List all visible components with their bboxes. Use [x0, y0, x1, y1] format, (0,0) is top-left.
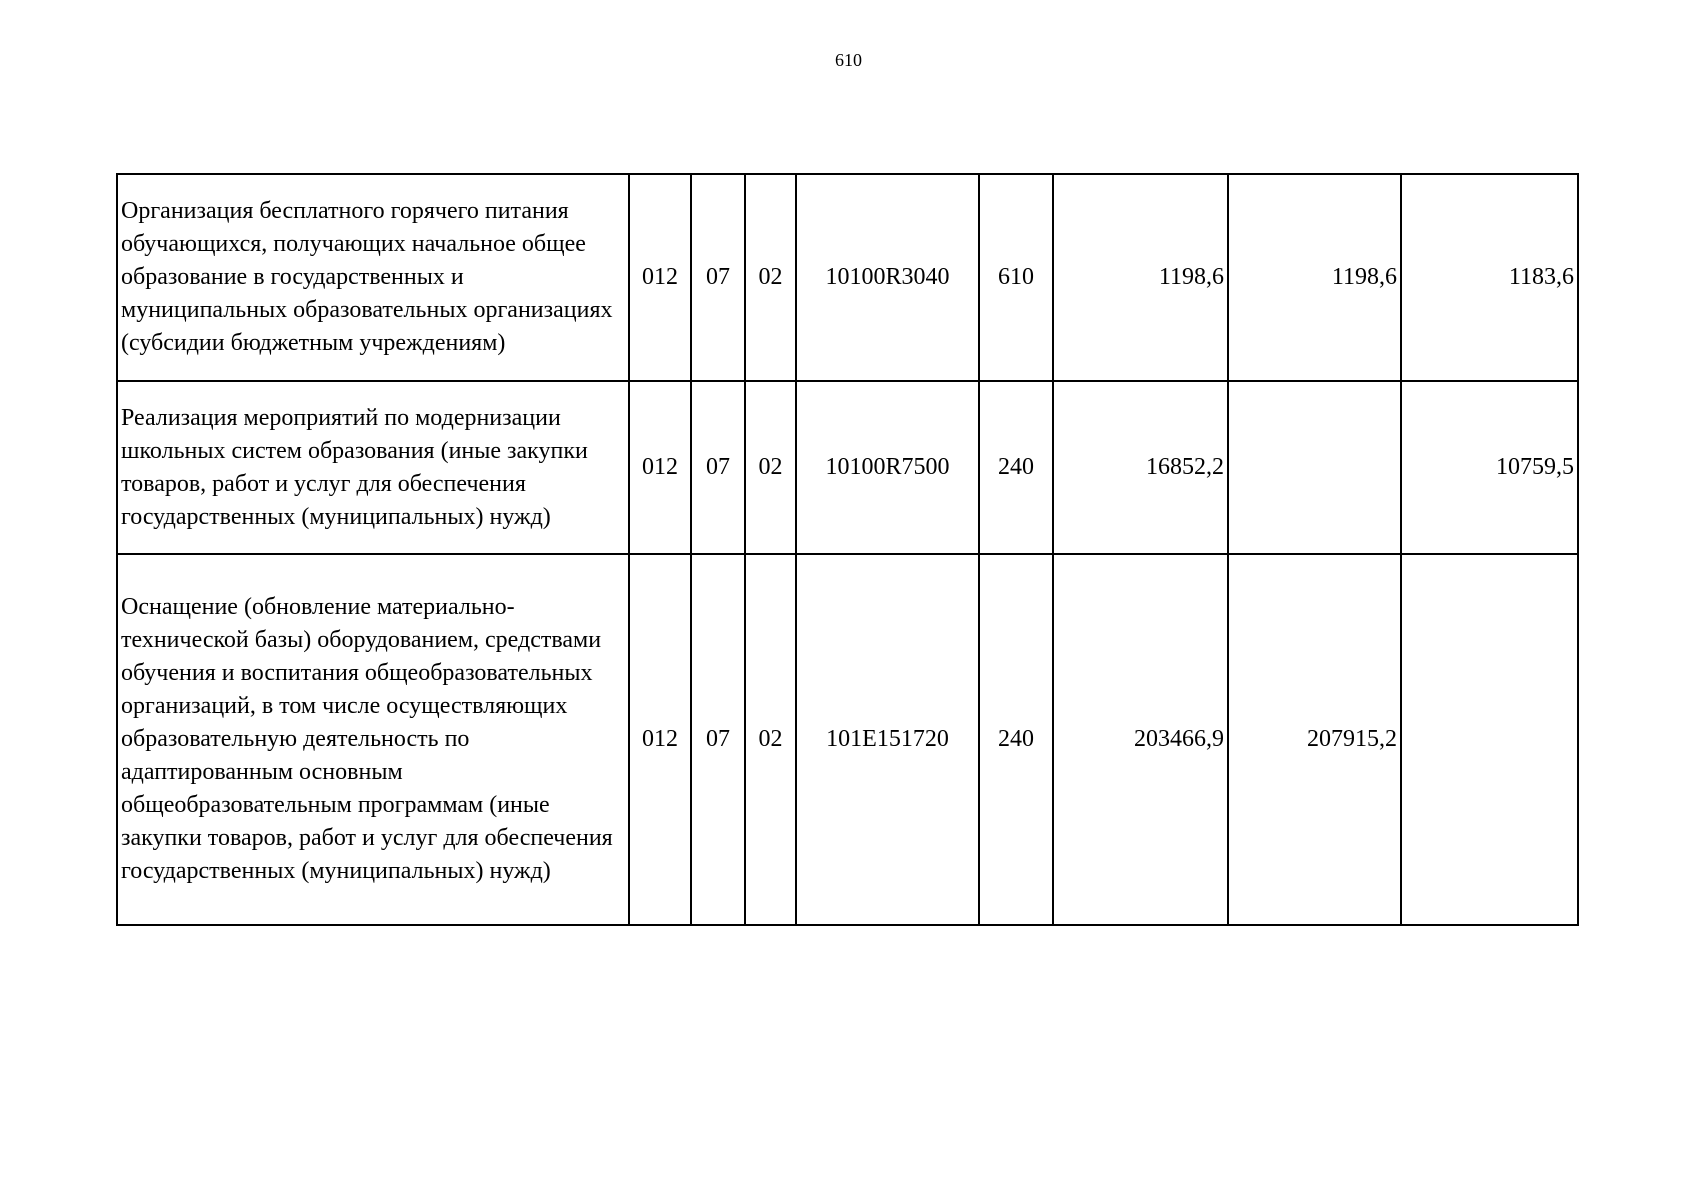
- target-article-code: 10100R3040: [796, 174, 979, 381]
- amount-2: 1198,6: [1228, 174, 1401, 381]
- amount-3: 1183,6: [1401, 174, 1578, 381]
- amount-3: 10759,5: [1401, 381, 1578, 554]
- amount-1: 203466,9: [1053, 554, 1228, 925]
- budget-table: [116, 173, 1579, 926]
- amount-1: 16852,2: [1053, 381, 1228, 554]
- ministry-code: 012: [629, 174, 691, 381]
- row-description: Организация бесплатного горячего питания обучающихся, получающих начальное общее образование в государственных и муниципальных образовательных организациях (субсидии бюджетным учреждениям): [117, 174, 629, 381]
- table-row: [117, 174, 1578, 381]
- amount-3: [1401, 554, 1578, 925]
- row-description: Оснащение (обновление материально-технической базы) оборудованием, средствами обучения и воспитания общеобразовательных организаций, в том числе осуществляющих образовательную деятельность по адаптированным основным общеобразовательным программам (иные закупки товаров, работ и услуг для обеспечения государственных (муниципальных) нужд): [117, 554, 629, 925]
- ministry-code: 012: [629, 554, 691, 925]
- page-number: 610: [835, 50, 862, 70]
- target-article-code: 10100R7500: [796, 381, 979, 554]
- subsection-code: 02: [745, 554, 796, 925]
- target-article-code: 101E151720: [796, 554, 979, 925]
- ministry-code: 012: [629, 381, 691, 554]
- expense-type-code: 240: [979, 554, 1053, 925]
- expense-type-code: 610: [979, 174, 1053, 381]
- amount-2: [1228, 381, 1401, 554]
- section-code: 07: [691, 174, 745, 381]
- row-description: Реализация мероприятий по модернизации школьных систем образования (иные закупки товаров, работ и услуг для обеспечения государственных (муниципальных) нужд): [117, 381, 629, 554]
- table-row: [117, 381, 1578, 554]
- subsection-code: 02: [745, 174, 796, 381]
- amount-1: 1198,6: [1053, 174, 1228, 381]
- amount-2: 207915,2: [1228, 554, 1401, 925]
- subsection-code: 02: [745, 381, 796, 554]
- section-code: 07: [691, 381, 745, 554]
- expense-type-code: 240: [979, 381, 1053, 554]
- section-code: 07: [691, 554, 745, 925]
- table-row: [117, 554, 1578, 925]
